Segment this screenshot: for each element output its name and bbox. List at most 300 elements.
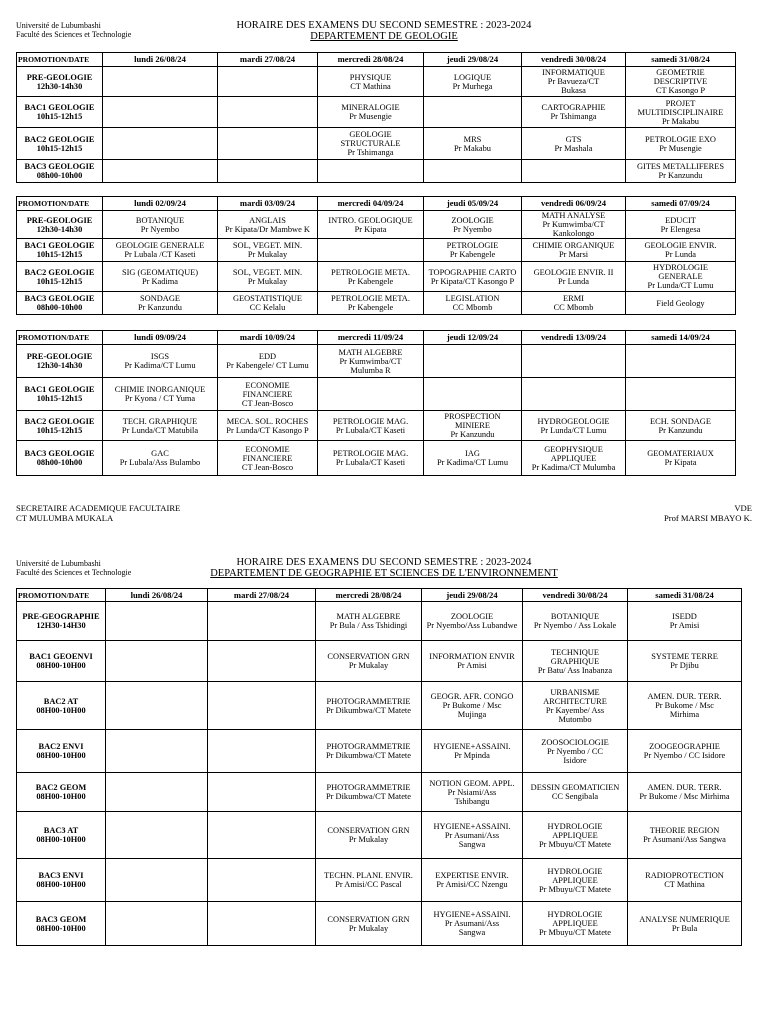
- cell-text-line: Pr Lunda/CT Lumu: [647, 281, 714, 290]
- cell-text-line: Pr Dikumbwa/CT Matete: [326, 751, 411, 760]
- exam-cell: [522, 411, 626, 441]
- cell-text-line: BAC3 GEOLOGIE: [24, 162, 95, 171]
- table-row: [17, 602, 742, 641]
- promotion-cell: [17, 292, 103, 315]
- cell-text-line: FINANCIERE: [242, 453, 293, 463]
- cell-text-line: MATH ANALYSE: [541, 211, 606, 220]
- table-row: [17, 902, 742, 946]
- column-header-date: mercredi 11/09/24: [318, 331, 424, 345]
- exam-cell: [424, 67, 522, 97]
- cell-text-line: Pr Kipata: [664, 458, 697, 467]
- exam-cell: [316, 812, 422, 859]
- exam-cell: [318, 378, 424, 411]
- table-row: [17, 67, 736, 97]
- cell-text-line: GTS: [565, 134, 582, 144]
- cell-text-line: GEOSTATISTIQUE: [232, 294, 303, 303]
- cell-text-line: SONDAGE: [139, 294, 180, 303]
- cell-text-line: TECHNIQUE: [551, 647, 599, 657]
- exam-cell: [208, 812, 316, 859]
- exam-cell: [522, 128, 626, 160]
- cell-text-line: Pr Musengie: [349, 112, 392, 121]
- cell-text-line: Pr Bukome / Msc: [655, 701, 714, 710]
- exam-cell: [103, 378, 218, 411]
- document-title: HORAIRE DES EXAMENS DU SECOND SEMESTRE : 2023-2024: [236, 557, 532, 568]
- cell-text-line: APPLIQUEE: [552, 875, 598, 885]
- footer-signature-right: [664, 503, 752, 523]
- exam-cell: [106, 773, 208, 812]
- exam-cell: [103, 441, 218, 476]
- exam-cell: [422, 902, 523, 946]
- cell-text-line: Pr Bukome / Msc: [442, 701, 502, 710]
- signatory-title: VDE: [734, 503, 752, 513]
- table-row: [17, 345, 736, 378]
- cell-text-line: PHOTOGRAMMETRIE: [326, 742, 411, 751]
- cell-text-line: PETROLOGIE: [446, 241, 499, 250]
- cell-text-line: 08h00-10h00: [36, 171, 83, 180]
- promotion-cell: [17, 97, 103, 128]
- cell-text-line: PRE-GEOLOGIE: [26, 72, 93, 82]
- exam-cell: [522, 292, 626, 315]
- exam-cell: Field Geology: [626, 292, 736, 315]
- cell-text-line: DESSIN GEOMATICIEN: [530, 783, 620, 792]
- exam-cell: [523, 812, 628, 859]
- cell-text-line: APPLIQUEE: [552, 919, 598, 928]
- promotion-cell: [17, 411, 103, 441]
- cell-text-line: ECONOMIE: [245, 444, 290, 454]
- column-header-date: mercredi 28/08/24: [318, 53, 424, 67]
- cell-text-line: 08H00-10H00: [36, 751, 86, 760]
- exam-cell: [218, 378, 318, 411]
- cell-text-line: Pr Mpinda: [454, 751, 490, 760]
- cell-text-line: PRE-GEOLOGIE: [26, 215, 93, 225]
- cell-text-line: Pr Mukalay: [348, 835, 389, 844]
- cell-text-line: HYGIENE+ASSAINI.: [433, 910, 511, 919]
- table-header-row: [17, 589, 742, 602]
- exam-cell: [316, 641, 422, 682]
- document-header: [0, 557, 768, 579]
- promotion-cell: [17, 262, 103, 292]
- exam-cell: [103, 411, 218, 441]
- cell-text-line: Pr Lubala/CT Kaseti: [335, 425, 406, 435]
- cell-text-line: Pr Lunda: [558, 276, 589, 286]
- promotion-cell: [17, 902, 106, 946]
- cell-text-line: ZOOGEOGRAPHIE: [649, 742, 720, 751]
- exam-cell: [316, 773, 422, 812]
- cell-text-line: Pr Amisi: [457, 661, 487, 670]
- cell-text-line: HYDROLOGIE: [547, 866, 603, 876]
- cell-text-line: PROJET: [665, 98, 696, 108]
- cell-text-line: IAG: [465, 449, 480, 458]
- cell-text-line: 12H30-14H30: [36, 621, 86, 630]
- cell-text-line: ERMI: [563, 294, 584, 303]
- cell-text-line: Pr Kayembe/ Ass: [545, 705, 605, 715]
- exam-cell: [218, 411, 318, 441]
- cell-text-line: INFORMATION ENVIR: [429, 652, 515, 661]
- exam-cell: [103, 160, 218, 183]
- cell-text-line: PRE-GEOGRAPHIE: [22, 612, 100, 621]
- cell-text-line: Pr Batu/ Ass Inabanza: [537, 665, 613, 675]
- exam-cell: [218, 239, 318, 262]
- cell-text-line: ECH. SONDAGE: [650, 416, 711, 426]
- column-header-date: lundi 02/09/24: [103, 197, 218, 211]
- cell-text-line: Pr Nyembo / Ass Lokale: [533, 621, 617, 630]
- cell-text-line: 08H00-10H00: [36, 835, 86, 844]
- exam-cell: [318, 411, 424, 441]
- cell-text-line: PETROLOGIE META.: [331, 294, 410, 303]
- column-header-date: vendredi 06/09/24: [522, 197, 626, 211]
- promotion-cell: [17, 128, 103, 160]
- exam-cell: [424, 262, 522, 292]
- cell-text-line: MATH ALGEBRE: [336, 612, 401, 621]
- column-header-date: mercredi 28/08/24: [316, 589, 422, 602]
- exam-cell: [628, 902, 742, 946]
- exam-cell: [422, 602, 523, 641]
- cell-text-line: ARCHITECTURE: [543, 696, 607, 706]
- exam-cell: [522, 97, 626, 128]
- schedule-table-week-3: [16, 330, 736, 476]
- exam-cell: [424, 411, 522, 441]
- cell-text-line: Pr Bula / Ass Tshidingi: [329, 621, 408, 630]
- cell-text-line: STRUCTURALE: [340, 139, 401, 148]
- table-row: [17, 128, 736, 160]
- cell-text-line: PRE-GEOLOGIE: [26, 352, 93, 361]
- exam-cell: [218, 441, 318, 476]
- cell-text-line: Pr Kipata/Dr Mambwe K: [225, 224, 310, 234]
- promotion-cell: [17, 160, 103, 183]
- promotion-cell: [17, 773, 106, 812]
- cell-text-line: Pr Kyona / CT Yuma: [124, 394, 196, 403]
- cell-text-line: HYGIENE+ASSAINI.: [433, 742, 511, 751]
- cell-text-line: Pr Kanzundu: [450, 430, 495, 439]
- exam-cell: [522, 239, 626, 262]
- table-row: [17, 411, 736, 441]
- cell-text-line: 08H00-10H00: [36, 792, 86, 801]
- exam-cell: [218, 292, 318, 315]
- exam-cell: [103, 345, 218, 378]
- cell-text-line: 10h15-12h15: [36, 276, 83, 286]
- cell-text-line: Pr Kanzundu: [138, 303, 182, 312]
- cell-text-line: 10h15-12h15: [36, 394, 83, 403]
- cell-text-line: AMEN. DUR. TERR.: [647, 783, 722, 792]
- cell-text-line: Pr Kanzundu: [658, 425, 703, 435]
- exam-cell: [626, 345, 736, 378]
- cell-text-line: Pr Tshimanga: [550, 112, 597, 121]
- cell-text-line: Pr Makabu: [454, 143, 491, 153]
- schedule-table-week-1: [16, 52, 736, 183]
- exam-cell: [208, 859, 316, 902]
- exam-cell: [103, 67, 218, 97]
- exam-cell: [522, 441, 626, 476]
- cell-text-line: Pr Kabengele/ CT Lumu: [226, 361, 309, 370]
- exam-cell: [103, 262, 218, 292]
- exam-cell: [628, 730, 742, 773]
- exam-cell: [106, 730, 208, 773]
- cell-text-line: PHYSIQUE: [349, 72, 392, 82]
- cell-text-line: Pr Lunda/CT Kasongo P: [226, 425, 309, 435]
- exam-cell: [626, 67, 736, 97]
- promotion-cell: [17, 378, 103, 411]
- cell-text-line: Bukasa: [561, 86, 586, 95]
- exam-cell: [218, 211, 318, 239]
- signatory-name: CT MULUMBA MUKALA: [16, 513, 114, 523]
- cell-text-line: Pr Makabu: [662, 116, 699, 126]
- cell-text-line: MECA. SOL. ROCHES: [226, 416, 309, 426]
- cell-text-line: NOTION GEOM. APPL.: [429, 778, 515, 788]
- department-title: DEPARTEMENT DE GEOLOGIE: [310, 31, 458, 42]
- cell-text-line: Sangwa: [458, 839, 486, 849]
- exam-cell: [103, 292, 218, 315]
- cell-text-line: 10h15-12h15: [36, 425, 83, 435]
- exam-cell: [208, 773, 316, 812]
- cell-text-line: ZOOSOCIOLOGIE: [541, 737, 609, 747]
- exam-cell: [626, 128, 736, 160]
- cell-text-line: BAC1 GEOLOGIE: [24, 103, 95, 112]
- cell-text-line: Pr Lubala/Ass Bulambo: [119, 458, 201, 467]
- cell-text-line: EDUCIT: [665, 215, 696, 225]
- table-row: [17, 812, 742, 859]
- exam-cell: [424, 97, 522, 128]
- exam-cell: [628, 773, 742, 812]
- exam-cell: [208, 641, 316, 682]
- cell-text-line: CONSERVATION GRN: [327, 826, 410, 835]
- exam-cell: [522, 262, 626, 292]
- exam-cell: [106, 902, 208, 946]
- cell-text-line: CARTOGRAPHIE: [541, 103, 606, 112]
- table-header-row: [17, 53, 736, 67]
- column-header-date: lundi 09/09/24: [103, 331, 218, 345]
- exam-cell: [318, 128, 424, 160]
- cell-text-line: Pr Kadima/CT Lumu: [436, 458, 509, 467]
- promotion-cell: [17, 641, 106, 682]
- signatory-title: SECRETAIRE ACADEMIQUE FACULTAIRE: [16, 503, 181, 513]
- exam-cell: [626, 160, 736, 183]
- cell-text-line: BAC1 GEOENVI: [29, 652, 93, 661]
- cell-text-line: CONSERVATION GRN: [327, 914, 410, 924]
- exam-cell: [318, 441, 424, 476]
- promotion-cell: [17, 441, 103, 476]
- exam-cell: [523, 730, 628, 773]
- cell-text-line: Pr Marsi: [558, 250, 589, 259]
- promotion-cell: [17, 682, 106, 730]
- cell-text-line: ISGS: [150, 352, 170, 361]
- exam-cell: [318, 67, 424, 97]
- cell-text-line: Pr Kabengele: [347, 276, 394, 286]
- cell-text-line: 12h30-14h30: [36, 81, 83, 91]
- cell-text-line: 08h00-10h00: [36, 458, 83, 467]
- column-header-promotion: PROMOTION/DATE: [17, 197, 103, 211]
- cell-text-line: MINERALOGIE: [341, 103, 400, 112]
- signatory-name: Prof MARSI MBAYO K.: [663, 513, 752, 523]
- cell-text-line: Kankolongo: [552, 229, 595, 238]
- exam-cell: [628, 812, 742, 859]
- exam-cell: [628, 641, 742, 682]
- cell-text-line: TECH. GRAPHIQUE: [122, 416, 198, 426]
- cell-text-line: Pr Asumani/Ass: [444, 830, 500, 840]
- table-header-row: [17, 197, 736, 211]
- exam-cell: [218, 262, 318, 292]
- exam-cell: [208, 682, 316, 730]
- promotion-cell: [17, 345, 103, 378]
- exam-cell: [523, 641, 628, 682]
- schedule-table-week-2: [16, 196, 736, 315]
- cell-text-line: INTRO. GEOLOGIQUE: [328, 215, 413, 225]
- cell-text-line: BAC3 ENVI: [38, 871, 84, 880]
- column-header-date: mercredi 04/09/24: [318, 197, 424, 211]
- cell-text-line: Pr Kadima/CT Mulumba: [531, 462, 616, 472]
- exam-cell: [103, 211, 218, 239]
- cell-text-line: GEOLOGIE ENVIR.: [644, 241, 717, 250]
- faculty-name: Faculté des Sciences et Technologie: [16, 568, 132, 577]
- column-header-date: samedi 07/09/24: [626, 197, 736, 211]
- exam-cell: [424, 160, 522, 183]
- cell-text-line: Pr Mbuyu/CT Matete: [539, 839, 611, 849]
- cell-text-line: Pr Kabengele: [347, 303, 394, 312]
- cell-text-line: PETROLOGIE MAG.: [332, 416, 409, 426]
- cell-text-line: MULTIDISCIPLINAIRE: [637, 107, 724, 117]
- exam-cell: [318, 262, 424, 292]
- column-header-date: vendredi 30/08/24: [522, 53, 626, 67]
- table-row: [17, 97, 736, 128]
- column-header-date: jeudi 12/09/24: [424, 331, 522, 345]
- cell-text-line: HYDROGEOLOGIE: [537, 416, 610, 426]
- exam-cell: [523, 602, 628, 641]
- column-header-promotion: PROMOTION/DATE: [17, 53, 103, 67]
- exam-cell: [523, 773, 628, 812]
- exam-cell: [318, 292, 424, 315]
- cell-text-line: Isidore: [563, 755, 587, 765]
- cell-text-line: APPLIQUEE: [552, 830, 598, 840]
- cell-text-line: INFORMATIQUE: [542, 68, 605, 77]
- cell-text-line: CC Mbomb: [553, 303, 594, 312]
- cell-text-line: Pr Lunda: [665, 250, 696, 259]
- cell-text-line: URBANISME: [550, 687, 600, 697]
- exam-cell: [103, 239, 218, 262]
- cell-text-line: DESCRIPTIVE: [653, 77, 708, 86]
- cell-text-line: AMEN. DUR. TERR.: [647, 692, 722, 701]
- column-header-date: mardi 10/09/24: [218, 331, 318, 345]
- cell-text-line: Pr Asumani/Ass Sangwa: [643, 835, 726, 844]
- promotion-cell: [17, 812, 106, 859]
- university-name: Université de Lubumbashi: [16, 559, 101, 568]
- cell-text-line: Pr Amisi: [669, 621, 700, 630]
- cell-text-line: CHIMIE ORGANIQUE: [532, 241, 615, 250]
- exam-cell: [424, 378, 522, 411]
- cell-text-line: HYDROLOGIE: [547, 910, 603, 919]
- exam-cell: [218, 97, 318, 128]
- cell-text-line: Pr Lunda/CT Matubila: [121, 425, 199, 435]
- table-row: [17, 730, 742, 773]
- department-title: DEPARTEMENT DE GEOGRAPHIE ET SCIENCES DE L'ENVIRONNEMENT: [210, 568, 558, 579]
- cell-text-line: SYSTEME TERRE: [651, 652, 718, 661]
- exam-cell: [106, 602, 208, 641]
- exam-cell: [626, 441, 736, 476]
- exam-cell: [422, 682, 523, 730]
- exam-cell: [628, 859, 742, 902]
- exam-cell: [218, 128, 318, 160]
- exam-cell: [522, 211, 626, 239]
- exam-cell: [318, 160, 424, 183]
- exam-cell: [522, 378, 626, 411]
- cell-text-line: FINANCIERE: [242, 389, 293, 399]
- exam-cell: [318, 345, 424, 378]
- footer-signature-left: [16, 503, 180, 523]
- cell-text-line: Tshibangu: [454, 796, 490, 806]
- column-header-date: samedi 31/08/24: [626, 53, 736, 67]
- cell-text-line: Pr Kadima: [141, 276, 179, 286]
- cell-text-line: Pr Mashala: [554, 143, 593, 153]
- cell-text-line: BOTANIQUE: [135, 215, 185, 225]
- promotion-cell: [17, 239, 103, 262]
- exam-cell: [218, 67, 318, 97]
- column-header-date: vendredi 30/08/24: [523, 589, 628, 602]
- cell-text-line: Pr Asumani/Ass: [444, 919, 500, 928]
- table-row: [17, 239, 736, 262]
- column-header-date: samedi 31/08/24: [628, 589, 742, 602]
- cell-text-line: RADIOPROTECTION: [645, 871, 724, 880]
- cell-text-line: Pr Murhega: [452, 81, 493, 91]
- cell-text-line: EDD: [258, 352, 277, 361]
- exam-cell: [626, 97, 736, 128]
- cell-text-line: ECONOMIE: [245, 380, 290, 390]
- exam-cell: [106, 682, 208, 730]
- cell-text-line: GITES METALLIFERES: [636, 162, 725, 171]
- cell-text-line: GEOMETRIE: [656, 68, 705, 77]
- column-header-date: samedi 14/09/24: [626, 331, 736, 345]
- exam-cell: [218, 345, 318, 378]
- faculty-name: Faculté des Sciences et Technologie: [16, 30, 132, 39]
- exam-cell: [106, 812, 208, 859]
- exam-cell: [424, 211, 522, 239]
- exam-cell: [208, 730, 316, 773]
- cell-text-line: GEOGR. AFR. CONGO: [430, 692, 514, 701]
- exam-cell: [422, 812, 523, 859]
- cell-text-line: 10h15-12h15: [36, 250, 83, 259]
- exam-cell: [316, 682, 422, 730]
- exam-cell: [318, 239, 424, 262]
- exam-cell: [103, 97, 218, 128]
- cell-text-line: MATH ALGEBRE: [338, 347, 403, 357]
- exam-cell: [106, 641, 208, 682]
- cell-text-line: GEOPHYSIQUE: [544, 444, 603, 454]
- cell-text-line: Pr Mbuyu/CT Matete: [539, 884, 611, 894]
- cell-text-line: Pr Amisi/CC Nzengu: [436, 880, 508, 889]
- exam-cell: [422, 730, 523, 773]
- cell-text-line: CHIMIE INORGANIQUE: [114, 385, 206, 394]
- column-header-date: mardi 27/08/24: [218, 53, 318, 67]
- cell-text-line: EXPERTISE ENVIR.: [435, 871, 509, 880]
- exam-cell: [424, 239, 522, 262]
- cell-text-line: GEOLOGIE GENERALE: [115, 241, 205, 250]
- exam-cell: [208, 902, 316, 946]
- cell-text-line: 08H00-10H00: [36, 880, 86, 889]
- cell-text-line: Pr Elengesa: [660, 224, 701, 234]
- column-header-date: lundi 26/08/24: [106, 589, 208, 602]
- promotion-cell: [17, 211, 103, 239]
- cell-text-line: Pr Djibu: [670, 661, 699, 670]
- cell-text-line: CT Mathina: [350, 81, 391, 91]
- cell-text-line: 10h15-12h15: [36, 112, 83, 121]
- cell-text-line: 08H00-10H00: [36, 661, 86, 670]
- cell-text-line: BAC2 GEOM: [35, 783, 87, 792]
- cell-text-line: APPLIQUEE: [550, 453, 597, 463]
- cell-text-line: CC Sengibala: [551, 792, 599, 801]
- promotion-cell: [17, 730, 106, 773]
- cell-text-line: Mirhima: [669, 710, 700, 719]
- cell-text-line: Mutombo: [558, 714, 592, 724]
- table-row: [17, 441, 736, 476]
- exam-cell: [522, 160, 626, 183]
- exam-cell: [106, 859, 208, 902]
